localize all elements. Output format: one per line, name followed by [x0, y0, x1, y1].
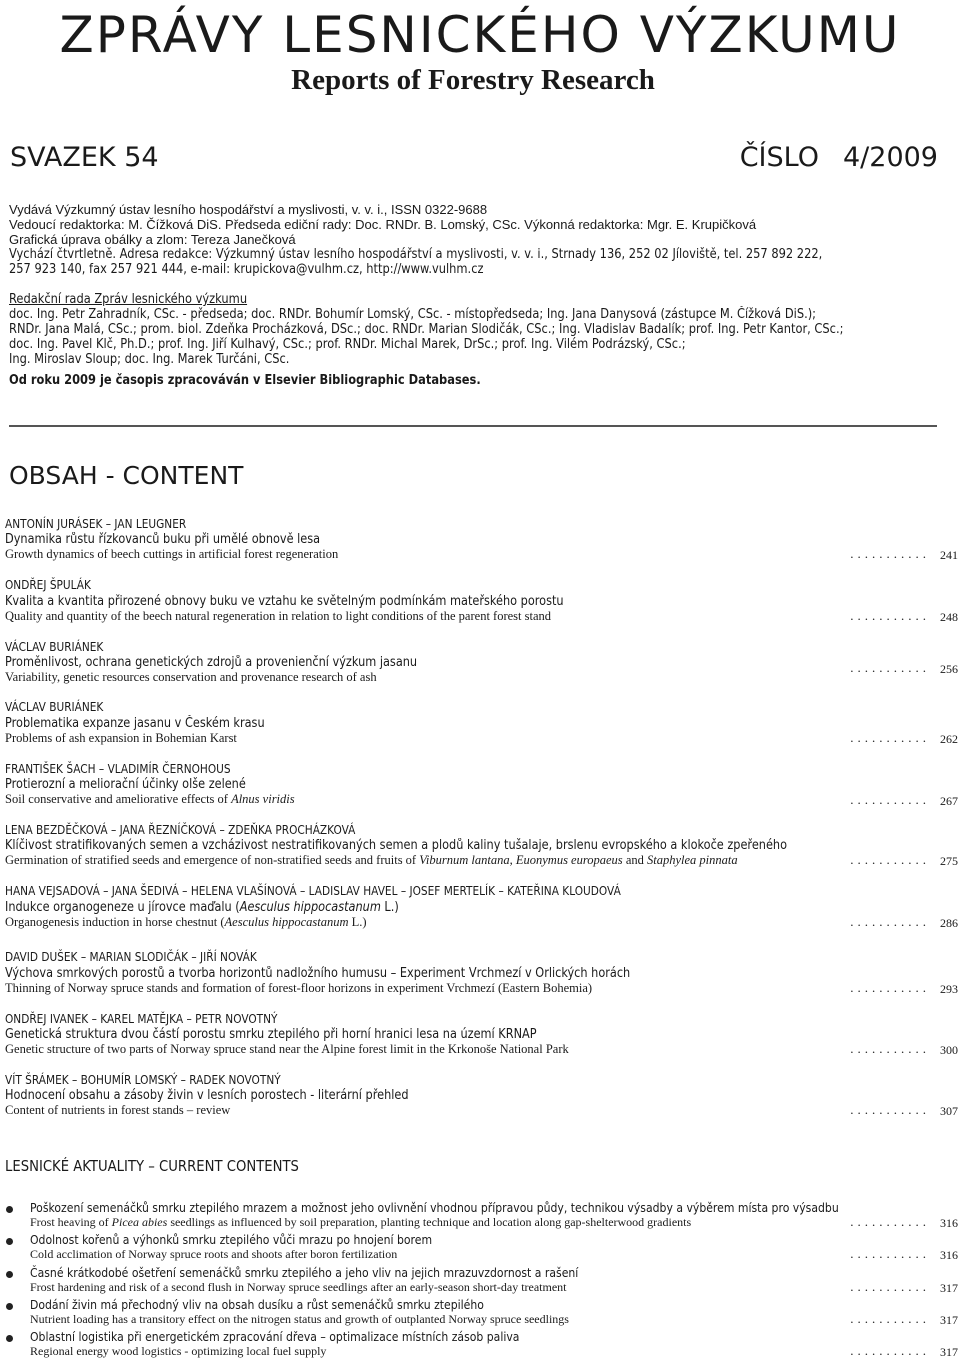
frequency-text: Vychází čtvrtletně.: [9, 247, 117, 262]
title-text: Organogenesis induction in horse chestnut (: [5, 915, 225, 929]
entry-title-cz: Problematika expanze jasanu v Českém krasu: [5, 716, 265, 731]
entry-authors: LENA BEZDĚČKOVÁ – JANA ŘEZNÍČKOVÁ – ZDEŇKA PROCHÁZKOVÁ: [5, 823, 356, 837]
news-page: 317: [940, 1313, 958, 1327]
leader-dots: ...........: [850, 546, 930, 561]
entry-title-cz: Protierozní a meliorační účinky olše zelené: [5, 777, 246, 792]
news-title-en: Regional energy wood logistics - optimizing local fuel supply: [30, 1344, 327, 1358]
news-title-en: Cold acclimation of Norway spruce roots and shoots after boron fertilization: [30, 1247, 398, 1261]
species-name: Alnus viridis: [231, 792, 295, 806]
entry-title-cz: Hodnocení obsahu a zásoby živin v lesních porostech - literární přehled: [5, 1088, 409, 1103]
entry-title-cz: Kvalita a kvantita přirozené obnovy buku ve vztahu ke světelným podmínkám mateřského porostu: [5, 594, 564, 609]
bullet-icon: [6, 1206, 13, 1213]
bullet-icon: [6, 1303, 13, 1310]
address-line: [9, 247, 822, 262]
entry-page: 262: [940, 732, 958, 746]
leader-dots: ...........: [850, 792, 930, 807]
entry-authors: ONDŘEJ IVANEK – KAREL MATĚJKA – PETR NOVOTNÝ: [5, 1012, 278, 1026]
species-name: Aesculus hippocastanum: [239, 900, 381, 915]
bullet-icon: [6, 1271, 13, 1278]
editors-line: Vedoucí redaktorka: M. Čížková DiS. Předseda ediční rady: Doc. RNDr. B. Lomský, CSc. Výkonná redaktorka: Mgr. E. Krupičková: [9, 217, 757, 232]
leader-dots: ...........: [850, 1343, 930, 1358]
board-heading: Redakční rada Zpráv lesnického výzkumu: [9, 292, 248, 307]
entry-title-cz: Genetická struktura dvou částí porostu smrku ztepilého při horní hranici lesa na území KRNAP: [5, 1027, 537, 1042]
issue-label: [716, 142, 938, 173]
entry-title-cz: Klíčivost stratifikovaných semen a vzcházivost nestratifikovaných semen a plodů kaliny tušalaje, brslenu evropského a klokoče zpeřeného: [5, 838, 788, 853]
entry-title-en: Growth dynamics of beech cuttings in artificial forest regeneration: [5, 547, 339, 561]
leader-dots: ...........: [850, 852, 930, 867]
leader-dots: ...........: [850, 980, 930, 995]
journal-title: ZPRÁVY LESNICKÉHO VÝZKUMU: [59, 6, 901, 64]
entry-page: 293: [940, 982, 958, 996]
title-text: Soil conservative and ameliorative effects of: [5, 792, 232, 806]
board-line-1: doc. Ing. Petr Zahradník, CSc. - předseda; doc. RNDr. Bohumír Lomský, CSc. - místopředseda; Ing. Jana Danysová (zástupce M. Čížková DiS.);: [9, 307, 817, 322]
species-name: Picea abies: [111, 1215, 168, 1229]
leader-dots: ...........: [850, 1041, 930, 1056]
entry-title-en: Quality and quantity of the beech natural regeneration in relation to light conditions of the parent forest stand: [5, 609, 552, 623]
entry-title-cz: Dynamika růstu řízkovanců buku při umělé obnově lesa: [5, 532, 321, 547]
entry-authors: VÍT ŠRÁMEK – BOHUMÍR LOMSKÝ – RADEK NOVOTNÝ: [5, 1073, 281, 1087]
entry-title-en: Thinning of Norway spruce stands and formation of forest-floor horizons in experiment Vrchmezí (Eastern Bohemia): [5, 981, 593, 995]
title-text: L.): [348, 915, 367, 929]
volume-label: SVAZEK 54: [10, 142, 159, 173]
title-text: seedlings as influenced by soil preparation, planting technique and location along gap-shelterwood gradients: [167, 1215, 692, 1229]
elsevier-note: Od roku 2009 je časopis zpracováván v Elsevier Bibliographic Databases.: [9, 373, 481, 388]
entry-authors: HANA VEJSADOVÁ – JANA ŠEDIVÁ – HELENA VLAŠÍNOVÁ – LADISLAV HAVEL – JOSEF MERTELÍK – KATEŘINA KLOUDOVÁ: [5, 884, 621, 898]
news-title-en: [30, 1215, 691, 1230]
board-line-4: Ing. Miroslav Sloup; doc. Ing. Marek Turčáni, CSc.: [9, 352, 290, 367]
board-line-3: doc. Ing. Pavel Klč, Ph.D.; prof. Ing. Jiří Kulhavý, CSc.; prof. RNDr. Michal Marek, DrSc.; prof. Ing. Vilém Podrázský, CSc.;: [9, 337, 686, 352]
entry-page: 256: [940, 662, 958, 676]
leader-dots: ...........: [850, 1102, 930, 1117]
entry-page: 286: [940, 916, 958, 930]
leader-dots: ...........: [850, 1311, 930, 1326]
entry-title-en: [5, 792, 295, 807]
news-page: 316: [940, 1216, 958, 1230]
entry-authors: VÁCLAV BURIÁNEK: [5, 640, 104, 654]
entry-page: 275: [940, 854, 958, 868]
news-page: 316: [940, 1248, 958, 1262]
entry-title-en: [5, 915, 367, 930]
title-text: Germination of stratified seeds and emergence of non-stratified seeds and fruits of: [5, 853, 420, 867]
board-line-2: RNDr. Jana Malá, CSc.; prom. biol. Zdeňka Procházková, DSc.; doc. RNDr. Marian Slodičák, CSc.; Ing. Vladislav Badalík; prof. Ing. Petr Kantor, CSc.;: [9, 322, 844, 337]
species-name: Aesculus hippocastanum: [224, 915, 349, 929]
entry-title-en: Genetic structure of two parts of Norway spruce stand near the Alpine forest limit in the Krkonoše National Park: [5, 1042, 569, 1056]
address-text: Adresa redakce: Výzkumný ústav lesního hospodářství a myslivosti, v. v. i., Strnady 136, 252 02 Jíloviště, tel. 257 892 222,: [116, 247, 823, 262]
news-page: 317: [940, 1281, 958, 1295]
entry-authors: ANTONÍN JURÁSEK – JAN LEUGNER: [5, 517, 187, 531]
entry-title-cz: [5, 900, 399, 915]
news-title-cz: Dodání živin má přechodný vliv na obsah dusíku a růst semenáčků smrku ztepilého: [30, 1297, 484, 1312]
entry-authors: DAVID DUŠEK – MARIAN SLODIČÁK – JIŘÍ NOVÁK: [5, 950, 257, 964]
entry-title-en: Problems of ash expansion in Bohemian Karst: [5, 731, 237, 745]
issue-word: ČÍSLO: [739, 142, 819, 173]
journal-subtitle: Reports of Forestry Research: [291, 64, 655, 96]
leader-dots: ...........: [850, 608, 930, 623]
contents-heading: OBSAH - CONTENT: [9, 461, 244, 490]
news-title-cz: Časné krátkodobé ošetření semenáčků smrku ztepilého a jeho vliv na jejich mrazuvzdornost a rašení: [30, 1265, 579, 1280]
entry-title-en: [5, 853, 738, 868]
entry-authors: FRANTIŠEK ŠACH – VLADIMÍR ČERNOHOUS: [5, 762, 231, 776]
leader-dots: ...........: [850, 914, 930, 929]
news-title-cz: Poškození semenáčků smrku ztepilého mrazem a možnost jeho ovlivnění vhodnou přípravou půdy, technikou výsadby a výběrem místa pro výsadbu: [30, 1200, 839, 1215]
news-title-cz: Odolnost kořenů a výhonků smrku ztepilého vůči mrazu po hnojení borem: [30, 1232, 433, 1247]
entry-page: 267: [940, 794, 958, 808]
leader-dots: ...........: [850, 1246, 930, 1261]
news-page: 317: [940, 1345, 958, 1359]
leader-dots: ...........: [850, 660, 930, 675]
title-text: and: [622, 853, 647, 867]
publisher-line: Vydává Výzkumný ústav lesního hospodářství a myslivosti, v. v. i., ISSN 0322-9688: [9, 202, 488, 217]
section-divider: [9, 425, 937, 427]
news-title-en: Frost hardening and risk of a second flush in Norway spruce seedlings after an early-season short-day treatment: [30, 1280, 567, 1294]
entry-title-cz: Proměnlivost, ochrana genetických zdrojů a provenienční výzkum jasanu: [5, 655, 418, 670]
leader-dots: ...........: [850, 1214, 930, 1229]
entry-page: 248: [940, 610, 958, 624]
entry-authors: ONDŘEJ ŠPULÁK: [5, 578, 91, 592]
species-name: Viburnum lantana, Euonymus europaeus: [419, 853, 623, 867]
news-title-cz: Oblastní logistika při energetickém zpracování dřeva – optimalizace místních zásob paliva: [30, 1329, 520, 1344]
entry-title-en: Content of nutrients in forest stands – review: [5, 1103, 231, 1117]
leader-dots: ...........: [850, 730, 930, 745]
contact-line: 257 923 140, fax 257 921 444, e-mail: krupickova@vulhm.cz, http://www.vulhm.cz: [9, 262, 484, 277]
leader-dots: ...........: [850, 1279, 930, 1294]
design-line: Grafická úprava obálky a zlom: Tereza Janečková: [9, 232, 296, 247]
entry-page: 307: [940, 1104, 958, 1118]
entry-title-cz: Výchova smrkových porostů a tvorba horizontů nadložního humusu – Experiment Vrchmezí v Orlických horách: [5, 966, 631, 981]
title-text: L.): [380, 900, 399, 915]
title-text: Indukce organogeneze u jírovce maďalu (: [5, 900, 240, 915]
entry-page: 300: [940, 1043, 958, 1057]
issue-number: 4/2009: [843, 142, 938, 173]
entry-title-en: Variability, genetic resources conservation and provenance research of ash: [5, 670, 377, 684]
title-text: Frost heaving of: [30, 1215, 112, 1229]
entry-authors: VÁCLAV BURIÁNEK: [5, 700, 104, 714]
entry-page: 241: [940, 548, 958, 562]
species-name: Staphylea pinnata: [647, 853, 738, 867]
news-heading: LESNICKÉ AKTUALITY – CURRENT CONTENTS: [5, 1157, 299, 1175]
bullet-icon: [6, 1238, 13, 1245]
news-title-en: Nutrient loading has a transitory effect on the nitrogen status and growth of outplanted Norway spruce seedlings: [30, 1312, 569, 1326]
bullet-icon: [6, 1335, 13, 1342]
